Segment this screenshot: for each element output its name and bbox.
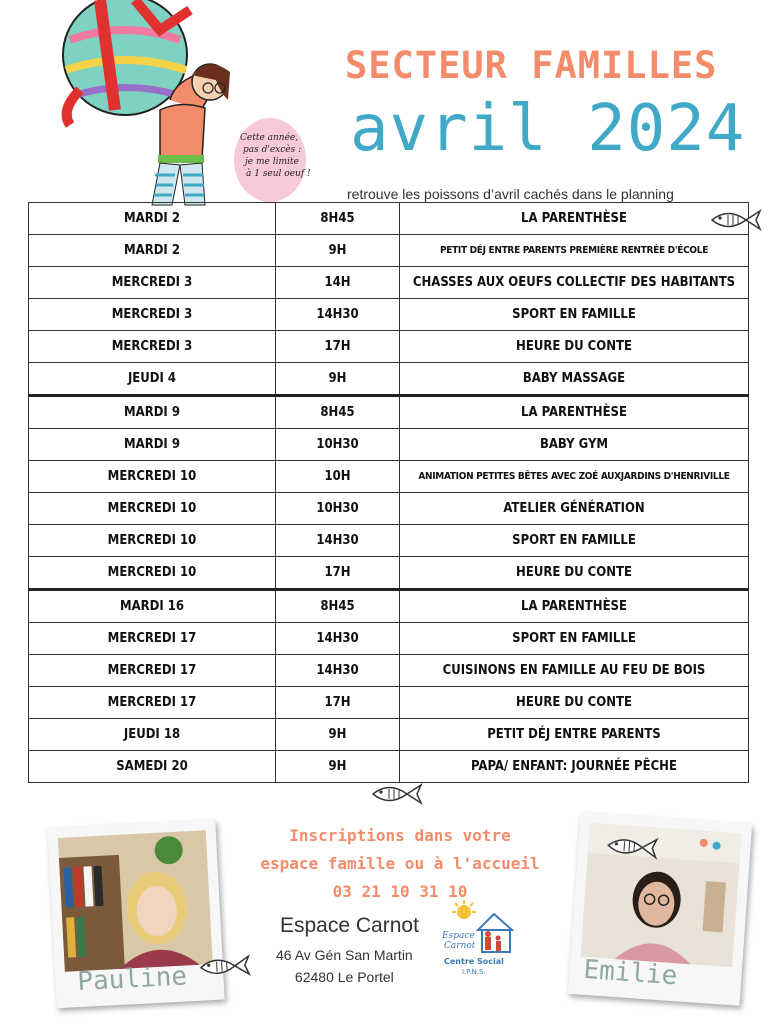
staff-photo bbox=[580, 823, 741, 967]
time-cell: 9H bbox=[276, 235, 400, 267]
registration-info bbox=[240, 822, 560, 906]
time-cell: 8H45 bbox=[276, 203, 400, 235]
staff-name: Emilie bbox=[582, 954, 679, 992]
planning-table bbox=[28, 202, 749, 783]
activity-cell: ATELIER GÉNÉRATION bbox=[400, 493, 749, 525]
time-cell: 8H45 bbox=[276, 590, 400, 623]
table-row bbox=[29, 687, 749, 719]
table-row bbox=[29, 493, 749, 525]
table-row bbox=[29, 590, 749, 623]
activity-cell: HEURE DU CONTE bbox=[400, 687, 749, 719]
address-line-1: 46 Av Gén San Martin bbox=[276, 947, 413, 963]
activity-cell: BABY GYM bbox=[400, 429, 749, 461]
day-cell: MERCREDI 3 bbox=[29, 299, 276, 331]
day-cell: MERCREDI 3 bbox=[29, 267, 276, 299]
fish-icon bbox=[605, 832, 659, 862]
table-row bbox=[29, 235, 749, 267]
activity-cell: LA PARENTHÈSE bbox=[400, 590, 749, 623]
activity-cell: PAPA/ ENFANT: JOURNÉE PÊCHE bbox=[400, 751, 749, 783]
time-cell: 14H30 bbox=[276, 525, 400, 557]
day-cell: MERCREDI 3 bbox=[29, 331, 276, 363]
activity-cell: LA PARENTHÈSE bbox=[400, 396, 749, 429]
logo-text-espace: Espace bbox=[442, 931, 475, 941]
table-row bbox=[29, 557, 749, 590]
day-cell: JEUDI 4 bbox=[29, 363, 276, 396]
day-cell: MARDI 9 bbox=[29, 429, 276, 461]
activity-cell: SPORT EN FAMILLE bbox=[400, 525, 749, 557]
day-cell: MARDI 2 bbox=[29, 203, 276, 235]
day-cell: MERCREDI 17 bbox=[29, 655, 276, 687]
easter-egg-girl-illustration bbox=[40, 0, 311, 205]
staff-photo-card bbox=[568, 812, 752, 1006]
activity-cell: ANIMATION PETITES BÊTES AVEC ZOÉ AUXJARDINS D'HENRIVILLE bbox=[400, 461, 749, 493]
fish-icon bbox=[710, 207, 762, 233]
speech-bubble-text: Cette année, pas d'excès : je me limite à 1 seul oeuf ! bbox=[240, 133, 311, 179]
table-row bbox=[29, 331, 749, 363]
day-cell: MARDI 16 bbox=[29, 590, 276, 623]
day-cell: MARDI 9 bbox=[29, 396, 276, 429]
time-cell: 14H30 bbox=[276, 655, 400, 687]
registration-line-2: espace famille ou à l'accueil bbox=[260, 854, 540, 873]
center-name: Espace Carnot bbox=[280, 914, 419, 937]
planning-note: retrouve les poissons d’avril cachés dans le planning bbox=[347, 186, 674, 202]
table-row bbox=[29, 299, 749, 331]
staff-photo-card bbox=[47, 820, 224, 1009]
activity-cell: SPORT EN FAMILLE bbox=[400, 299, 749, 331]
table-row bbox=[29, 267, 749, 299]
activity-cell: CUISINONS EN FAMILLE AU FEU DE BOIS bbox=[400, 655, 749, 687]
staff-photo bbox=[58, 830, 213, 972]
time-cell: 17H bbox=[276, 331, 400, 363]
time-cell: 10H30 bbox=[276, 429, 400, 461]
time-cell: 17H bbox=[276, 687, 400, 719]
activity-cell: LA PARENTHÈSE bbox=[400, 203, 749, 235]
table-row bbox=[29, 363, 749, 396]
day-cell: JEUDI 18 bbox=[29, 719, 276, 751]
time-cell: 9H bbox=[276, 719, 400, 751]
table-row bbox=[29, 525, 749, 557]
activity-cell: SPORT EN FAMILLE bbox=[400, 623, 749, 655]
time-cell: 10H30 bbox=[276, 493, 400, 525]
day-cell: MARDI 2 bbox=[29, 235, 276, 267]
day-cell: MERCREDI 10 bbox=[29, 557, 276, 590]
page-title: SECTEUR FAMILLES bbox=[345, 44, 718, 87]
day-cell: MERCREDI 10 bbox=[29, 461, 276, 493]
activity-cell: HEURE DU CONTE bbox=[400, 331, 749, 363]
table-row bbox=[29, 203, 749, 235]
staff-name: Pauline bbox=[76, 961, 188, 998]
time-cell: 14H30 bbox=[276, 623, 400, 655]
activity-cell: BABY MASSAGE bbox=[400, 363, 749, 396]
registration-line-1: Inscriptions dans votre bbox=[289, 826, 511, 845]
day-cell: MERCREDI 17 bbox=[29, 687, 276, 719]
espace-carnot-logo bbox=[438, 900, 528, 980]
logo-text-centre-social: Centre Social bbox=[444, 957, 504, 966]
day-cell: MERCREDI 17 bbox=[29, 623, 276, 655]
activity-cell: PETIT DÉJ ENTRE PARENTS PREMIÈRE RENTRÉE D'ÉCOLE bbox=[400, 235, 749, 267]
day-cell: MERCREDI 10 bbox=[29, 493, 276, 525]
address-line-2: 62480 Le Portel bbox=[294, 969, 394, 985]
time-cell: 9H bbox=[276, 751, 400, 783]
time-cell: 14H bbox=[276, 267, 400, 299]
table-row bbox=[29, 719, 749, 751]
time-cell: 17H bbox=[276, 557, 400, 590]
time-cell: 8H45 bbox=[276, 396, 400, 429]
time-cell: 10H bbox=[276, 461, 400, 493]
day-cell: MERCREDI 10 bbox=[29, 525, 276, 557]
table-row bbox=[29, 623, 749, 655]
fish-icon bbox=[198, 952, 251, 981]
day-cell: SAMEDI 20 bbox=[29, 751, 276, 783]
time-cell: 14H30 bbox=[276, 299, 400, 331]
table-row bbox=[29, 429, 749, 461]
activity-cell: HEURE DU CONTE bbox=[400, 557, 749, 590]
logo-text-carnot: Carnot bbox=[444, 941, 476, 951]
page-subtitle: avril 2024 bbox=[350, 92, 746, 166]
center-address bbox=[276, 944, 413, 988]
logo-text-ipns: I.P.N.S. bbox=[462, 968, 486, 976]
phone-number: 03 21 10 31 10 bbox=[332, 882, 468, 901]
table-row bbox=[29, 396, 749, 429]
fish-icon bbox=[371, 781, 423, 807]
activity-cell: PETIT DÉJ ENTRE PARENTS bbox=[400, 719, 749, 751]
table-row bbox=[29, 655, 749, 687]
time-cell: 9H bbox=[276, 363, 400, 396]
table-row bbox=[29, 751, 749, 783]
table-row bbox=[29, 461, 749, 493]
activity-cell: CHASSES AUX OEUFS COLLECTIF DES HABITANTS bbox=[400, 267, 749, 299]
